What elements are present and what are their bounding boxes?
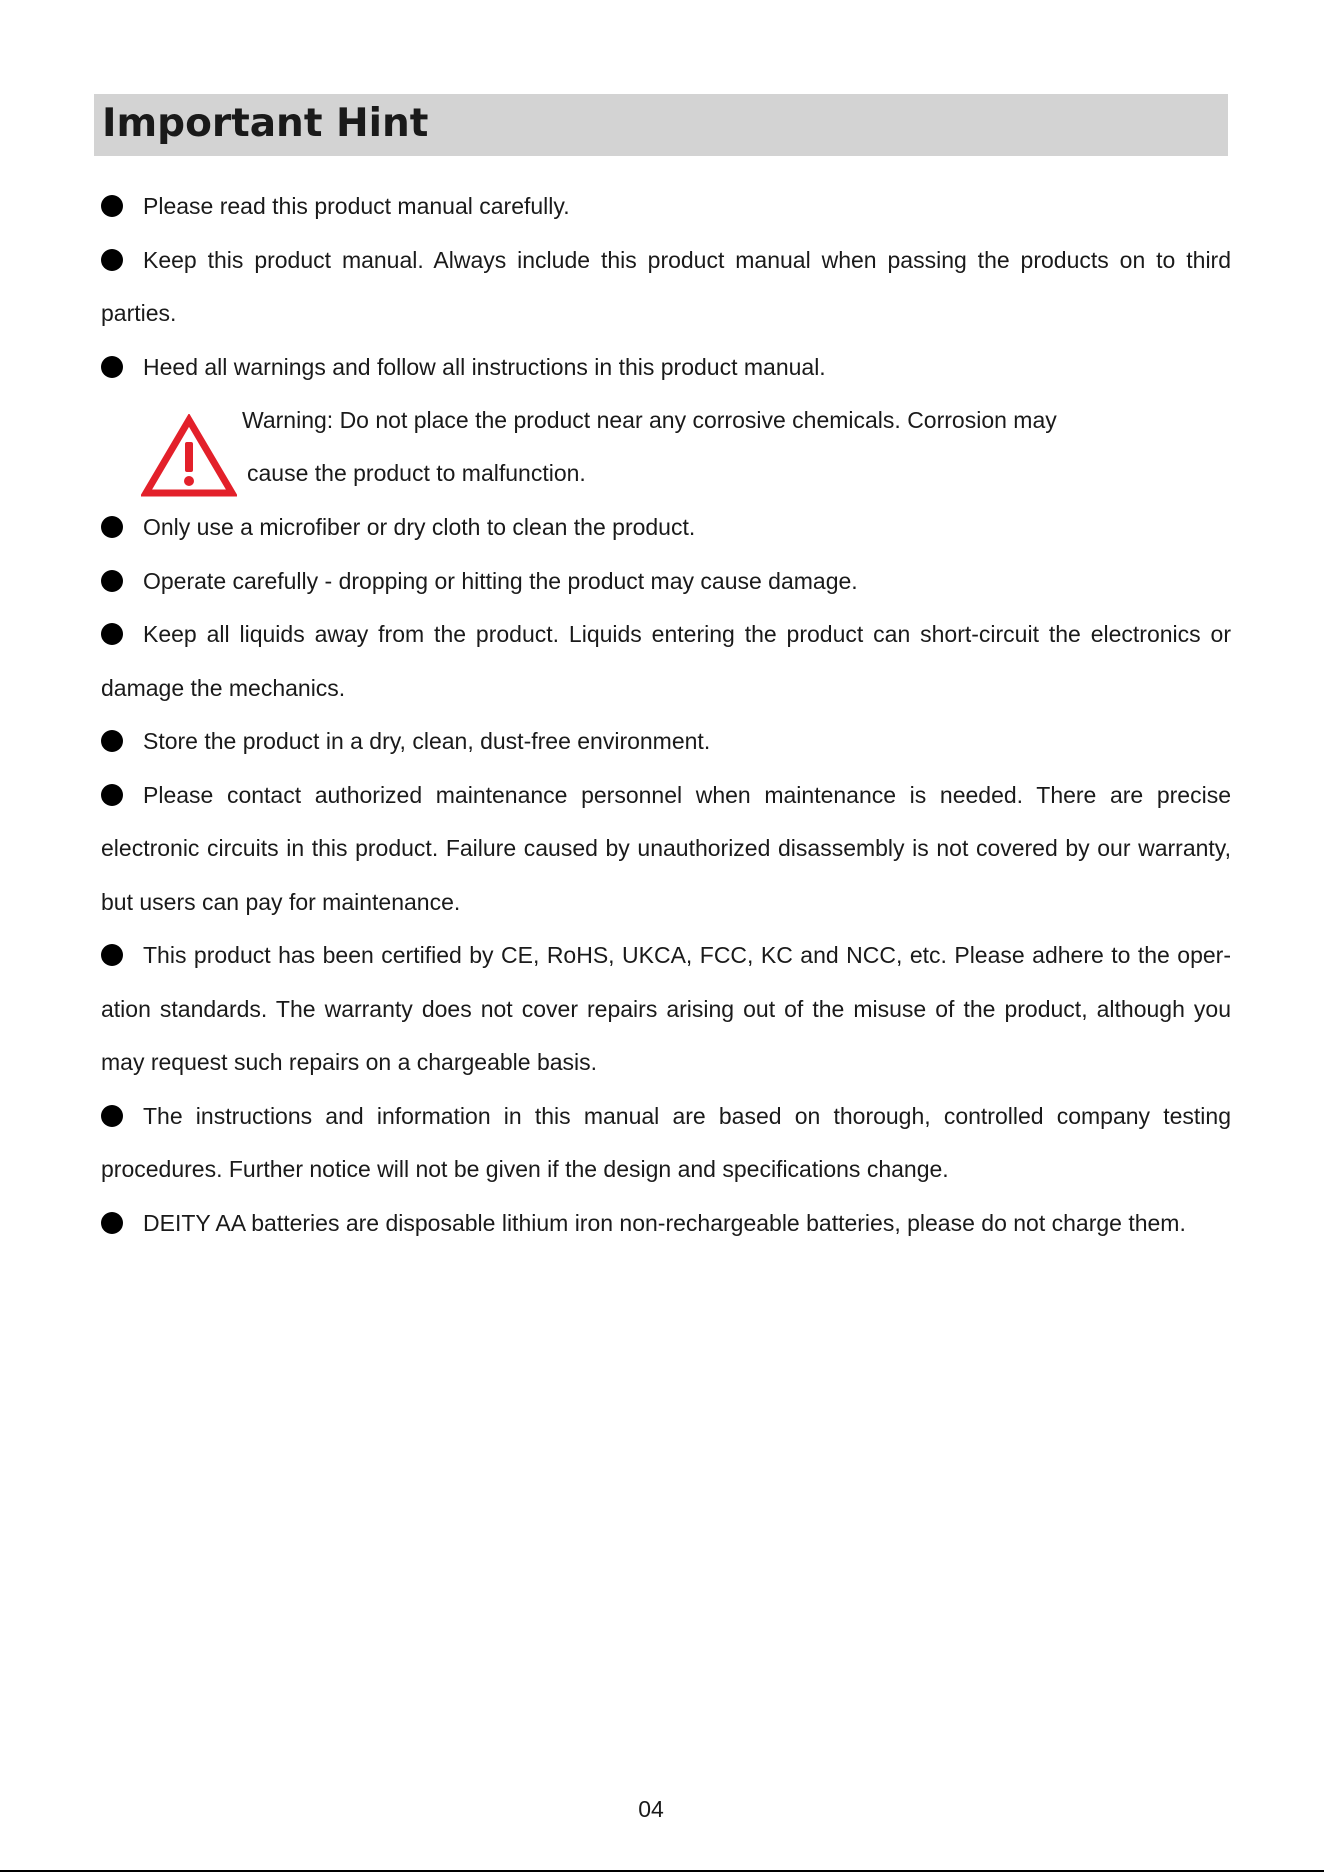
bullet-icon: [101, 623, 123, 645]
bullet-icon: [101, 730, 123, 752]
bullet-icon: [101, 516, 123, 538]
bullet-icon: [101, 1212, 123, 1234]
hint-list: [101, 180, 1231, 1250]
warning-text-line-2: cause the product to malfunction.: [247, 460, 586, 486]
page-number: 04: [638, 1796, 664, 1822]
bullet-icon: [101, 195, 123, 217]
list-item: The instructions and information in this manual are based on thorough, controlled company testing procedures. Further notice will not be given if the design and specifications change.: [101, 1102, 1231, 1182]
list-item: Keep all liquids away from the product. Liquids entering the product can short-circuit the electronics or damage the mechanics.: [101, 621, 1231, 701]
bullet-icon: [101, 1105, 123, 1127]
list-item: Store the product in a dry, clean, dust-free environment.: [101, 715, 1231, 769]
list-item: Please contact authorized maintenance personnel when maintenance is needed. There are precise electronic circuits in this product. Failure caused by unauthorized disassembly is not covered by our warranty, but users can pay for maintenance.: [101, 781, 1231, 915]
section-header: [94, 94, 1228, 156]
list-item: Heed all warnings and follow all instructions in this product manual.: [101, 341, 1231, 395]
warning-text-line-1: Warning: Do not place the product near any corrosive chemicals. Corrosion may: [242, 407, 1057, 433]
bullet-icon: [101, 570, 123, 592]
list-item: Operate carefully - dropping or hitting the product may cause damage.: [101, 555, 1231, 609]
list-item: DEITY AA batteries are disposable lithium iron non-rechargeable batteries, please do not charge them.: [101, 1197, 1231, 1251]
warning-triangle-icon: [141, 414, 237, 498]
bullet-icon: [101, 784, 123, 806]
list-item: This product has been certified by CE, RoHS, UKCA, FCC, KC and NCC, etc. Please adhere to the oper-ation standards. The warranty does not cover repairs arising out of the misuse of the product, although you may request such repairs on a chargeable basis.: [101, 942, 1231, 1075]
warning-notice: [101, 394, 1231, 501]
bullet-icon: [101, 249, 123, 271]
list-item: Please read this product manual carefully.: [101, 180, 1231, 234]
page-title: Important Hint: [102, 101, 429, 146]
bullet-icon: [101, 944, 123, 966]
list-item: Keep this product manual. Always include this product manual when passing the products on to third parties.: [101, 246, 1231, 326]
list-item: Only use a microfiber or dry cloth to clean the product.: [101, 501, 1231, 555]
bullet-icon: [101, 356, 123, 378]
